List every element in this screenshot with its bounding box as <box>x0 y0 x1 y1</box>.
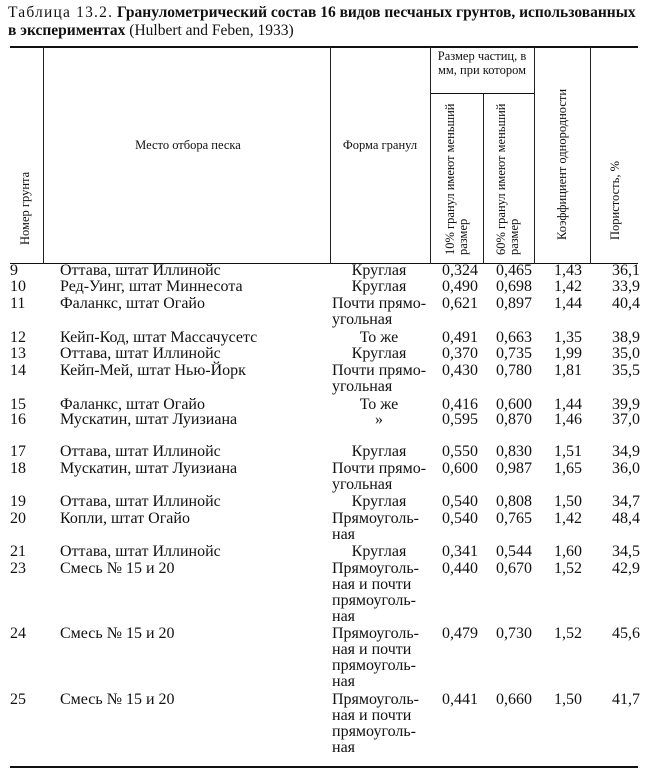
table-caption <box>8 4 644 40</box>
sample-place: Смесь № 15 и 20 <box>60 560 175 577</box>
d10-value: 0,324 <box>442 262 478 279</box>
sample-place: Кейп-Код, штат Массачусетс <box>60 329 258 346</box>
d10-value: 0,430 <box>442 362 478 379</box>
porosity-value: 41,7 <box>612 691 640 708</box>
header-place: Место отбора песка <box>135 138 241 152</box>
grain-form: Прямоуголь- ная и почти прямоуголь- ная <box>332 560 419 625</box>
porosity-value: 37,0 <box>612 411 640 428</box>
grain-form: Круглая <box>351 345 407 362</box>
d10-value: 0,491 <box>442 329 478 346</box>
grain-form: Прямоуголь- ная и почти прямоуголь- ная <box>332 691 419 756</box>
d60-value: 0,663 <box>496 329 532 346</box>
uniformity-coef: 1,50 <box>554 493 582 510</box>
d60-value: 0,808 <box>496 493 532 510</box>
uniformity-coef: 1,81 <box>554 362 582 379</box>
header-d60: 60% гранул имеют меньший размер <box>494 103 521 255</box>
d10-value: 0,441 <box>442 691 478 708</box>
d60-value: 0,660 <box>496 691 532 708</box>
d60-value: 0,600 <box>496 396 532 413</box>
porosity-value: 39,9 <box>612 396 640 413</box>
table-title: Гранулометрический состав 16 видов песчаных грунтов, использованных в экспериментах <box>8 4 636 39</box>
porosity-value: 35,0 <box>612 345 640 362</box>
uniformity-coef: 1,52 <box>554 560 582 577</box>
uniformity-coef: 1,42 <box>554 278 582 295</box>
sample-number: 10 <box>10 278 26 295</box>
porosity-value: 48,4 <box>612 510 640 527</box>
porosity-value: 36,0 <box>612 460 640 477</box>
sample-number: 15 <box>10 396 26 413</box>
porosity-value: 35,5 <box>612 362 640 379</box>
table-number: Таблица 13.2. <box>8 4 114 21</box>
sample-place: Смесь № 15 и 20 <box>60 691 175 708</box>
d60-value: 0,780 <box>496 362 532 379</box>
d60-value: 0,730 <box>496 625 532 642</box>
sample-place: Ред-Уинг, штат Миннесота <box>60 278 243 295</box>
uniformity-coef: 1,60 <box>554 543 582 560</box>
d60-value: 0,670 <box>496 560 532 577</box>
sample-place: Оттава, штат Иллинойс <box>60 443 221 460</box>
header-d10: 10% гранул имеют меньший размер <box>443 103 470 255</box>
d10-value: 0,595 <box>442 411 478 428</box>
sample-number: 20 <box>10 510 26 527</box>
d10-value: 0,370 <box>442 345 478 362</box>
sample-number: 24 <box>10 625 26 642</box>
uniformity-coef: 1,65 <box>554 460 582 477</box>
d10-value: 0,490 <box>442 278 478 295</box>
sample-number: 21 <box>10 543 26 560</box>
d10-value: 0,341 <box>442 543 478 560</box>
d10-value: 0,600 <box>442 460 478 477</box>
d10-value: 0,540 <box>442 510 478 527</box>
d10-value: 0,479 <box>442 625 478 642</box>
sample-place: Копли, штат Огайо <box>60 510 190 527</box>
sample-number: 23 <box>10 560 26 577</box>
sample-number: 11 <box>10 295 26 312</box>
grain-form: Круглая <box>351 278 407 295</box>
d60-value: 0,870 <box>496 411 532 428</box>
d10-value: 0,416 <box>442 396 478 413</box>
uniformity-coef: 1,42 <box>554 510 582 527</box>
col-sep-1 <box>43 47 44 264</box>
sample-number: 12 <box>10 329 26 346</box>
sample-number: 16 <box>10 411 26 428</box>
uniformity-coef: 1,52 <box>554 625 582 642</box>
d10-value: 0,440 <box>442 560 478 577</box>
grain-form: То же <box>359 396 399 413</box>
grain-form: Прямоуголь- ная <box>332 510 419 543</box>
porosity-value: 36,1 <box>612 262 640 279</box>
sample-place: Оттава, штат Иллинойс <box>60 543 221 560</box>
porosity-value: 33,9 <box>612 278 640 295</box>
d10-value: 0,540 <box>442 493 478 510</box>
sample-place: Кейп-Мей, штат Нью-Йорк <box>60 362 246 379</box>
d10-value: 0,550 <box>442 443 478 460</box>
col-sep-6 <box>590 47 591 264</box>
grain-form: Почти прямо- угольная <box>332 362 427 395</box>
sample-number: 19 <box>10 493 26 510</box>
d60-value: 0,987 <box>496 460 532 477</box>
uniformity-coef: 1,35 <box>554 329 582 346</box>
sample-number: 18 <box>10 460 26 477</box>
d60-value: 0,897 <box>496 295 532 312</box>
sample-number: 14 <box>10 362 26 379</box>
header-size-group: Размер частиц, в мм, при котором <box>437 49 527 77</box>
sample-number: 17 <box>10 443 26 460</box>
sample-number: 25 <box>10 691 26 708</box>
d60-value: 0,735 <box>496 345 532 362</box>
d10-value: 0,621 <box>442 295 478 312</box>
d60-value: 0,830 <box>496 443 532 460</box>
table-bottom-rule <box>10 766 638 768</box>
grain-form: Круглая <box>351 262 407 279</box>
col-sep-5 <box>534 47 535 264</box>
sample-place: Мускатин, штат Луизиана <box>60 411 238 428</box>
size-group-rule <box>430 93 534 94</box>
uniformity-coef: 1,50 <box>554 691 582 708</box>
d60-value: 0,544 <box>496 543 532 560</box>
header-grain-form: Форма гранул <box>342 138 418 152</box>
porosity-value: 42,9 <box>612 560 640 577</box>
porosity-value: 40,4 <box>612 295 640 312</box>
porosity-value: 34,7 <box>612 493 640 510</box>
sample-place: Фаланкс, штат Огайо <box>60 295 205 312</box>
uniformity-coef: 1,46 <box>554 411 582 428</box>
header-sample-number: Номер грунта <box>18 171 32 245</box>
uniformity-coef: 1,43 <box>554 262 582 279</box>
grain-form: Круглая <box>351 493 407 510</box>
uniformity-coef: 1,51 <box>554 443 582 460</box>
d60-value: 0,765 <box>496 510 532 527</box>
d60-value: 0,698 <box>496 278 532 295</box>
grain-form: » <box>375 411 383 428</box>
sample-place: Оттава, штат Иллинойс <box>60 345 221 362</box>
sample-place: Смесь № 15 и 20 <box>60 625 175 642</box>
header-uniformity-coef: Коэффициент однородности <box>555 88 569 240</box>
grain-form: Круглая <box>351 443 407 460</box>
uniformity-coef: 1,99 <box>554 345 582 362</box>
uniformity-coef: 1,44 <box>554 295 582 312</box>
grain-form: Почти прямо- угольная <box>332 295 427 328</box>
table-reference: (Hulbert and Feben, 1933) <box>129 22 294 39</box>
sample-number: 9 <box>10 262 18 279</box>
sample-place: Оттава, штат Иллинойс <box>60 262 221 279</box>
sample-place: Фаланкс, штат Огайо <box>60 396 205 413</box>
sample-number: 13 <box>10 345 26 362</box>
porosity-value: 34,9 <box>612 443 640 460</box>
d60-value: 0,465 <box>496 262 532 279</box>
grain-form: Круглая <box>351 543 407 560</box>
header-top-rule <box>10 46 638 48</box>
col-sep-2 <box>330 47 331 264</box>
col-sep-4 <box>483 94 484 264</box>
porosity-value: 34,5 <box>612 543 640 560</box>
sample-place: Мускатин, штат Луизиана <box>60 460 238 477</box>
sample-place: Оттава, штат Иллинойс <box>60 493 221 510</box>
uniformity-coef: 1,44 <box>554 396 582 413</box>
grain-form: То же <box>359 329 399 346</box>
header-porosity: Пористость, % <box>608 161 622 240</box>
grain-form: Почти прямо- угольная <box>332 460 427 493</box>
porosity-value: 38,9 <box>612 329 640 346</box>
grain-form: Прямоуголь- ная и почти прямоуголь- ная <box>332 625 419 690</box>
porosity-value: 45,6 <box>612 625 640 642</box>
col-sep-3 <box>430 47 431 264</box>
